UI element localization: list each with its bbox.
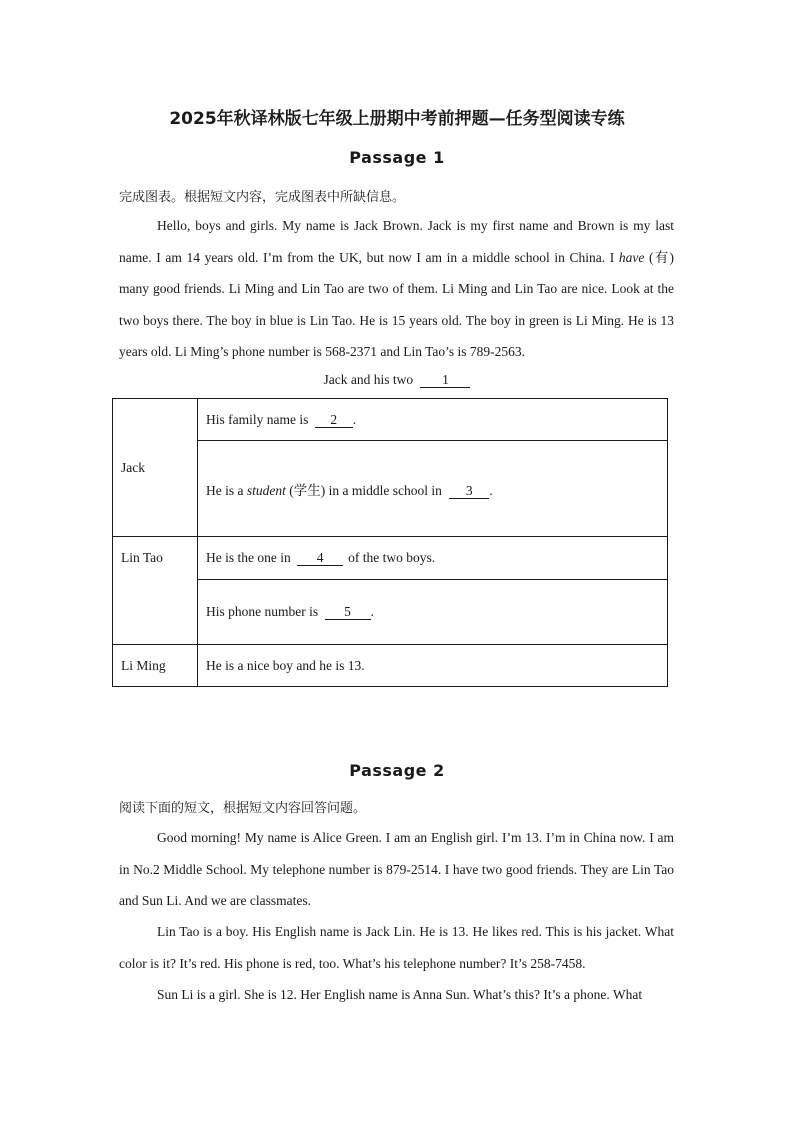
table-row (113, 399, 668, 441)
table-caption: Jack and his two 1 (0, 372, 794, 388)
table-row (113, 645, 668, 687)
blank-5: 5 (325, 605, 371, 620)
name-cell-lin-tao: Lin Tao (113, 537, 198, 645)
passage2-paragraph-1: Good morning! My name is Alice Green. I am an English girl. I’m 13. I’m in China now. I am in No.2 Middle School. My telephone number is 879-2514. I have two good friends. They are Lin Tao and Sun Li. And we are classmates. (119, 830, 674, 909)
blank-1: 1 (420, 373, 470, 388)
lintao-color-cell: He is the one in 4 of the two boys. (198, 537, 668, 580)
blank-2: 2 (315, 413, 353, 428)
passage2-paragraph-2: Lin Tao is a boy. His English name is Jack Lin. He is 13. He likes red. This is his jacket. What color is it? It’s red. His phone is red, too. What’s his telephone number? It’s 258-7458. (119, 924, 674, 971)
table-row (113, 537, 668, 580)
info-table (112, 398, 668, 687)
passage2-title: Passage 2 (349, 761, 445, 780)
jack-school-cell: He is a student (学生) in a middle school in 3 . (198, 441, 668, 537)
jack-family-name-cell: His family name is 2 . (198, 399, 668, 441)
name-cell-li-ming: Li Ming (113, 645, 198, 687)
blank-4: 4 (297, 551, 343, 566)
passage1-instruction: 完成图表。根据短文内容，完成图表中所缺信息。 (119, 190, 406, 205)
name-cell-jack: Jack (113, 399, 198, 537)
liming-info-cell: He is a nice boy and he is 13. (198, 645, 668, 687)
passage2-paragraph-3: Sun Li is a girl. She is 12. Her English name is Anna Sun. What’s this? It’s a phone. What (157, 987, 643, 1002)
passage1-paragraph: Hello, boys and girls. My name is Jack Brown. Jack is my first name and Brown is my last name. I am 14 years old. I’m from the UK, but now I am in a middle school in China. I have (有) many good friends. Li Ming and Lin Tao are two of them. Li Ming and Lin Tao are nice. Look at the two boys there. The boy in blue is Lin Tao. He is 15 years old. The boy in green is Li Ming. He is 13 years old. Li Ming’s phone number is 568-2371 and Lin Tao’s is 789-2563. (119, 218, 674, 360)
passage2-instruction: 阅读下面的短文，根据短文内容回答问题。 (119, 801, 367, 816)
lintao-phone-cell: His phone number is 5 . (198, 580, 668, 645)
document-title: 2025年秋译林版七年级上册期中考前押题—任务型阅读专练 (169, 109, 625, 129)
passage1-title: Passage 1 (349, 148, 445, 167)
blank-3: 3 (449, 484, 489, 499)
